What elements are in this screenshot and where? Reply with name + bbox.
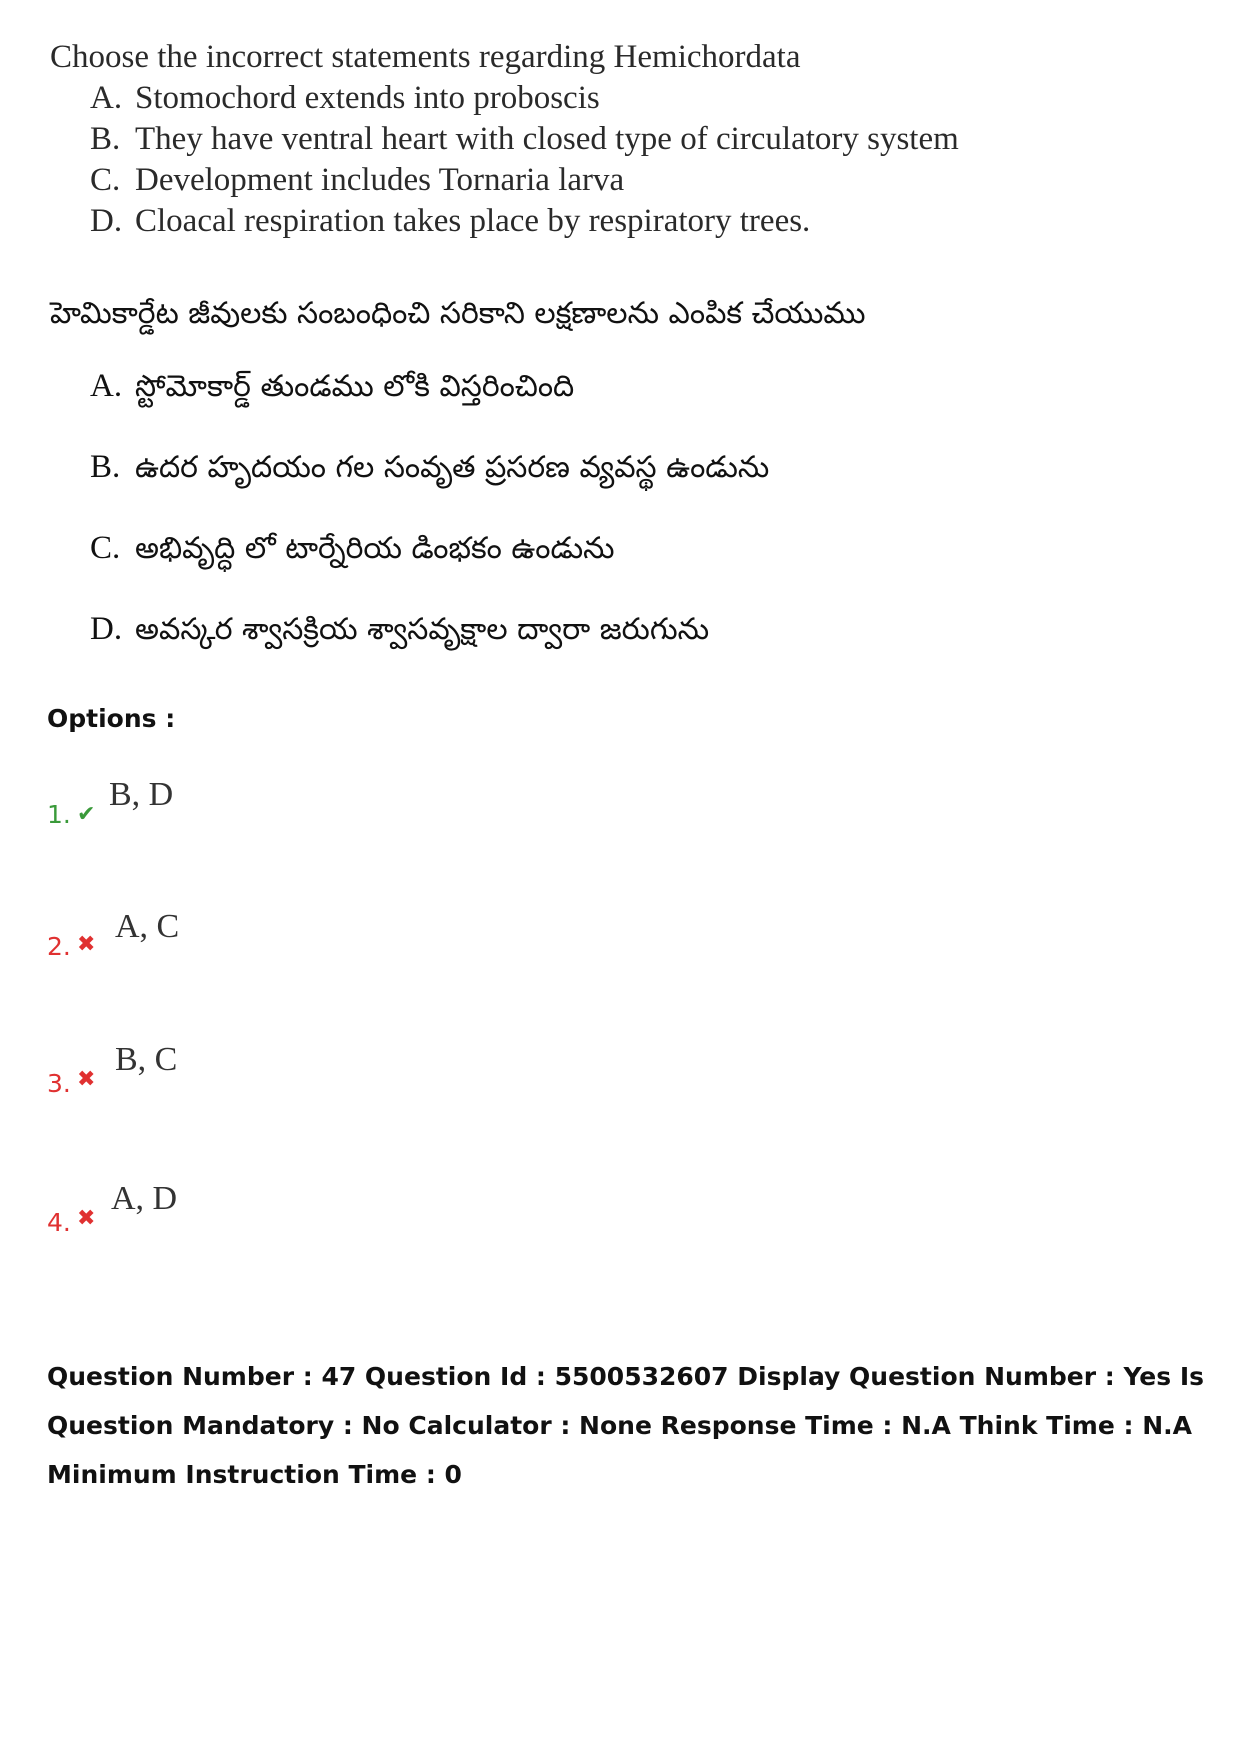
- statement-b-english: [90, 119, 959, 160]
- statement-text: They have ventral heart with closed type of circulatory system: [135, 121, 959, 157]
- statement-c-english: [90, 160, 959, 201]
- statement-letter: A.: [90, 368, 123, 404]
- question-telugu: [50, 292, 866, 682]
- option-number: 4.: [47, 1208, 71, 1237]
- question-meta: Question Number : 47 Question Id : 5500532607 Display Question Number : Yes Is Question Mandatory : No Calculator : None Response Time : N.A Think Time : N.A Minimum Instruction Time : 0: [47, 1362, 1205, 1489]
- question-stem-english: Choose the incorrect statements regarding Hemichordata: [50, 39, 801, 75]
- statement-d-telugu: [90, 601, 866, 658]
- cross-icon: ✖: [77, 1206, 96, 1231]
- statement-text: అవస్కర శ్వాసక్రియ శ్వాసవృక్షాల ద్వారా జరుగును: [135, 612, 710, 647]
- statement-c-telugu: [90, 520, 866, 577]
- option-number: 3.: [47, 1069, 71, 1098]
- statement-text: స్టోమోకార్డ్ తుండము లోకి విస్తరించింది: [135, 369, 575, 404]
- statement-text: అభివృద్ధి లో టార్నేరియ డింభకం ఉండును: [135, 531, 615, 566]
- statement-text: Cloacal respiration takes place by respiratory trees.: [135, 203, 811, 239]
- statement-letter: D.: [90, 611, 123, 647]
- options-heading: Options :: [47, 704, 176, 733]
- statement-a-english: [90, 78, 959, 119]
- statement-a-telugu: [90, 358, 866, 415]
- statement-text: Stomochord extends into proboscis: [135, 80, 600, 116]
- option-number: 2.: [47, 932, 71, 961]
- statement-letter: B.: [90, 449, 121, 485]
- question-english: [50, 36, 959, 242]
- option-text: B, D: [109, 776, 174, 813]
- statement-text: ఉదర హృదయం గల సంవృత ప్రసరణ వ్యవస్థ ఉండును: [135, 450, 770, 485]
- statement-letter: B.: [90, 121, 121, 157]
- option-number: 1.: [47, 800, 71, 829]
- option-text: B, C: [115, 1041, 178, 1078]
- statement-letter: C.: [90, 162, 121, 198]
- statement-d-english: [90, 201, 959, 242]
- option-text: A, C: [115, 908, 180, 945]
- question-stem-telugu: హెమికార్డేట జీవులకు సంబంధించి సరికాని లక్షణాలను ఎంపిక చేయుము: [50, 296, 866, 331]
- statement-letter: A.: [90, 80, 123, 116]
- statement-b-telugu: [90, 439, 866, 496]
- check-icon: ✔: [77, 802, 96, 827]
- option-text: A, D: [111, 1180, 178, 1217]
- statement-text: Development includes Tornaria larva: [135, 162, 625, 198]
- cross-icon: ✖: [77, 1067, 96, 1092]
- statement-letter: C.: [90, 530, 121, 566]
- statement-letter: D.: [90, 203, 123, 239]
- cross-icon: ✖: [77, 932, 96, 957]
